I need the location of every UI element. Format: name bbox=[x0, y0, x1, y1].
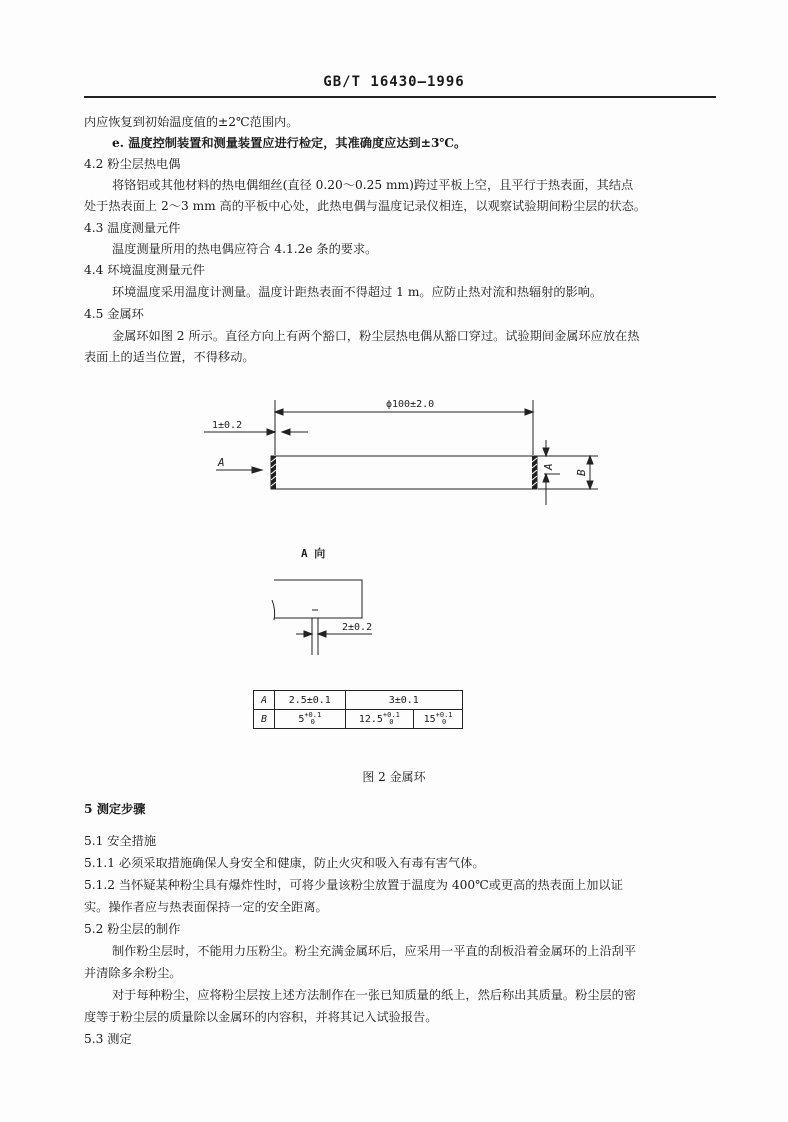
paragraph-line: 制作粉尘层时，不能用力压粉尘。粉尘充满金属环后，应采用一平直的刮板沿着金属环的上沿刮平 bbox=[112, 944, 637, 958]
section-heading: 5.3 测定 bbox=[84, 1032, 132, 1046]
section-heading: 5.2 粉尘层的制作 bbox=[84, 922, 181, 936]
arrow-a-label: A bbox=[218, 456, 225, 469]
table-cell: 5 +0.1 0 bbox=[275, 710, 346, 729]
section-heading: 4.2 粉尘层热电偶 bbox=[84, 157, 181, 171]
table-cell: 3±0.1 bbox=[345, 691, 462, 710]
section-heading: 4.4 环境温度测量元件 bbox=[84, 263, 205, 277]
paragraph-line: 温度测量所用的热电偶应符合 4.1.2e 条的要求。 bbox=[112, 242, 378, 256]
view-label: A 向 bbox=[301, 547, 326, 560]
section-heading: 5 测定步骤 bbox=[84, 802, 146, 816]
paragraph-line: 环境温度采用温度计测量。温度计距热表面不得超过 1 m。应防止热对流和热辐射的影响。 bbox=[112, 285, 603, 299]
table-row bbox=[254, 691, 463, 710]
figure-caption: 图 2 金属环 bbox=[362, 770, 426, 784]
dim-a-label: A bbox=[542, 463, 555, 470]
row-label: B bbox=[254, 710, 275, 729]
dim-slot: 2±0.2 bbox=[342, 622, 373, 633]
section-heading: 4.3 温度测量元件 bbox=[84, 221, 181, 235]
paragraph-line: 5.1.1 必须采取措施确保人身安全和健康，防止火灾和吸入有毒有害气体。 bbox=[84, 856, 485, 870]
paragraph-line: 金属环如图 2 所示。直径方向上有两个豁口，粉尘层热电偶从豁口穿过。试验期间金属环应放在热 bbox=[112, 329, 640, 343]
table-cell: 12.5 +0.1 0 bbox=[345, 710, 414, 729]
paragraph-line: 5.1.2 当怀疑某种粉尘具有爆炸性时，可将少量该粉尘放置于温度为 400℃或更高的热表面上加以证 bbox=[84, 878, 623, 892]
paragraph-line: 处于热表面上 2～3 mm 高的平板中心处，此热电偶与温度记录仪相连，以观察试验期间粉尘层的状态。 bbox=[84, 199, 647, 213]
dimension-table bbox=[253, 690, 463, 729]
dim-b-label: B bbox=[575, 469, 588, 476]
paragraph-line: 并清除多余粉尘。 bbox=[84, 966, 182, 980]
dim-wall: 1±0.2 bbox=[212, 420, 243, 431]
paragraph-line: 实。操作者应与热表面保持一定的安全距离。 bbox=[84, 900, 328, 914]
dim-diameter: ϕ100±2.0 bbox=[386, 399, 435, 410]
text-line: e. 温度控制装置和测量装置应进行检定，其准确度应达到±3℃。 bbox=[112, 136, 467, 150]
paragraph-line: 表面上的适当位置，不得移动。 bbox=[84, 350, 255, 364]
section-heading: 5.1 安全措施 bbox=[84, 834, 157, 848]
row-label: A bbox=[254, 691, 275, 710]
table-cell: 2.5±0.1 bbox=[275, 691, 346, 710]
standard-code: GB/T 16430—1996 bbox=[323, 74, 465, 90]
table-row bbox=[254, 710, 463, 729]
paragraph-line: 将铬铝或其他材料的热电偶细丝(直径 0.20～0.25 mm)跨过平板上空，且平行于热表面，其结点 bbox=[112, 178, 634, 192]
text-line: 内应恢复到初始温度值的±2℃范围内。 bbox=[84, 115, 299, 129]
paragraph-line: 度等于粉尘层的质量除以金属环的内容积，并将其记入试验报告。 bbox=[84, 1010, 438, 1024]
paragraph-line: 对于每种粉尘，应将粉尘层按上述方法制作在一张已知质量的纸上，然后称出其质量。粉尘层的密 bbox=[112, 988, 637, 1002]
table-cell: 15 +0.1 0 bbox=[414, 710, 463, 729]
section-heading: 4.5 金属环 bbox=[84, 307, 144, 321]
